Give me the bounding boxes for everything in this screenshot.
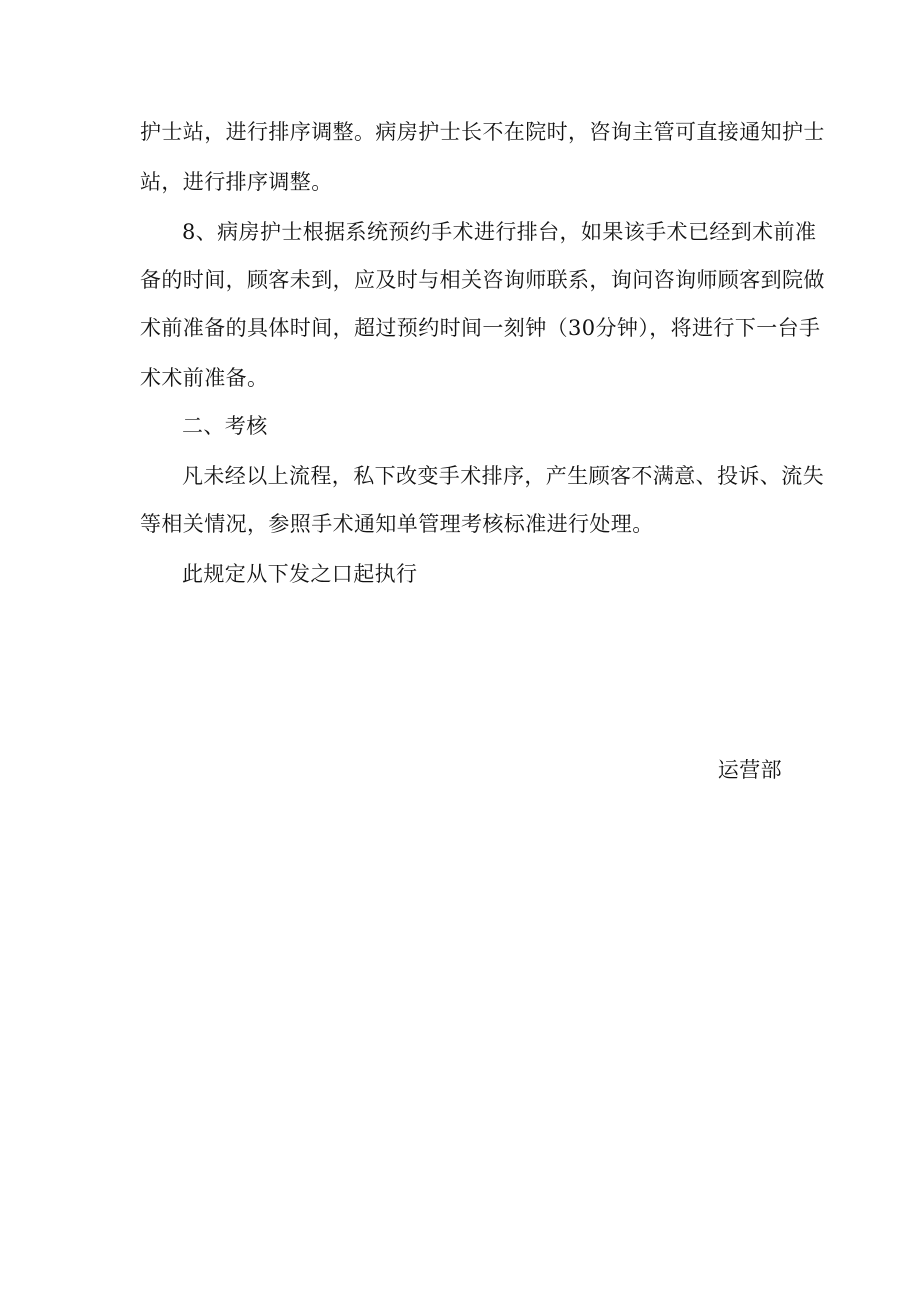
paragraph-8-line-2: 备的时间，顾客未到，应及时与相关咨询师联系，询问咨询师顾客到院做: [140, 268, 825, 292]
paragraph-8-line-4: 术术前准备。: [140, 366, 269, 390]
issuing-department-signature: 运营部: [717, 758, 782, 782]
paragraph-8-line-1: 8、病房护士根据系统预约手术进行排台，如果该手术已经到术前准: [182, 220, 817, 244]
assessment-line-1: 凡未经以上流程，私下改变手术排序，产生顾客不满意、投诉、流失: [182, 464, 824, 488]
effective-date-statement: 此规定从下发之口起执行: [182, 562, 418, 586]
section-heading-assessment: 二、考核: [182, 414, 268, 438]
paragraph-7-line-1: 护士站，进行排序调整。病房护士长不在院时，咨询主管可直接通知护士: [140, 120, 825, 144]
paragraph-7-line-2: 站，进行排序调整。: [140, 170, 333, 194]
paragraph-8-line-3: 术前准备的具体时间，超过预约时间一刻钟（30分钟），将进行下一台手: [140, 316, 821, 340]
assessment-line-2: 等相关情况，参照手术通知单管理考核标准进行处理。: [140, 512, 654, 536]
